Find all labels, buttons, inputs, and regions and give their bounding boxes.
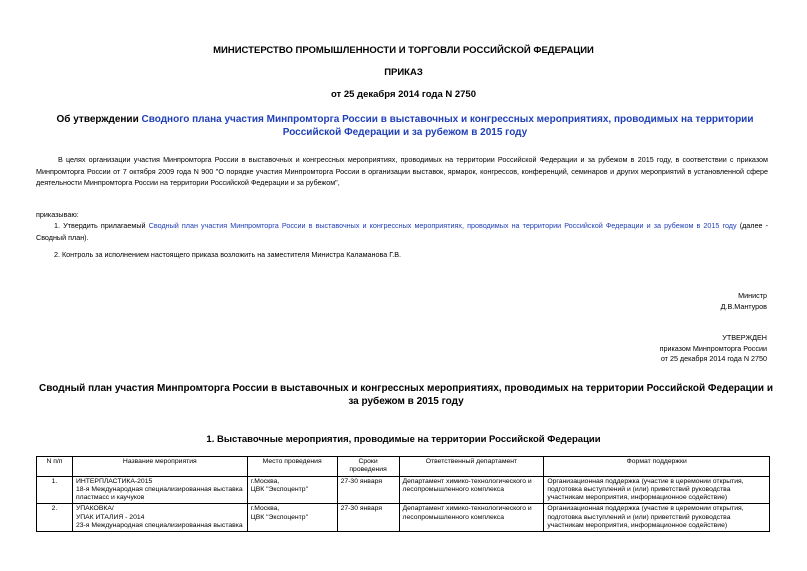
table-row bbox=[37, 476, 770, 504]
signature-name: Д.В.Мантуров bbox=[720, 301, 767, 311]
events-table bbox=[36, 456, 770, 532]
row-event-name: ИНТЕРПЛАСТИКА-2015 18-я Международная специализированная выставка пластмасс и каучуков bbox=[72, 476, 247, 504]
approved-line-2: приказом Минпромторга России bbox=[659, 343, 767, 353]
row-place: г.Москва, ЦВК "Экспоцентр" bbox=[247, 476, 337, 504]
order-title-link[interactable]: Сводного плана участия Минпромторга России в выставочных и конгрессных мероприятиях, проводимых на территории Российской Федерации и за рубежом в 2015 году bbox=[141, 114, 754, 138]
order-title-prefix: Об утверждении bbox=[56, 114, 142, 125]
item1-link[interactable]: Сводный план участия Минпромторга России в выставочных и конгрессных мероприятиях, проводимых на территории Российской Федерации и за рубежом в 2015 году bbox=[148, 221, 737, 230]
section-title: 1. Выставочные мероприятия, проводимые на территории Российской Федерации bbox=[206, 434, 601, 445]
document-type: ПРИКАЗ bbox=[384, 67, 423, 78]
signature-block bbox=[721, 291, 767, 312]
header-department: Ответственный департамент bbox=[399, 457, 544, 477]
row-department: Департамент химико-технологического и лесопромышленного комплекса bbox=[399, 504, 544, 532]
row-event-name: УПАКОВКА/ УПАК ИТАЛИЯ - 2014 23-я Международная специализированная выставка bbox=[72, 504, 247, 532]
header-support-format: Формат поддержки bbox=[544, 457, 770, 477]
row-dates: 27-30 января bbox=[337, 476, 399, 504]
plan-title: Сводный план участия Минпромторга России в выставочных и конгрессных мероприятиях, проводимых на территории Российской Федерации и за рубежом в 2015 году bbox=[39, 383, 773, 407]
header-dates: Сроки проведения bbox=[337, 457, 399, 477]
row-number: 2. bbox=[37, 504, 73, 532]
row-dates: 27-30 января bbox=[337, 504, 399, 532]
order-item-2: 2. Контроль за исполнением настоящего приказа возложить на заместителя Министра Каламанова Г.В. bbox=[54, 250, 402, 259]
header-number: N п/п bbox=[37, 457, 73, 477]
approval-stamp bbox=[660, 333, 767, 365]
order-title bbox=[40, 113, 770, 139]
item1-prefix: 1. Утвердить прилагаемый bbox=[54, 221, 149, 230]
row-number: 1. bbox=[37, 476, 73, 504]
header-event-name: Название мероприятия bbox=[72, 457, 247, 477]
approved-line-1: УТВЕРЖДЕН bbox=[722, 333, 767, 342]
row-support-format: Организационная поддержка (участие в церемонии открытия, подготовка выступлений и (или) приветствий руководства участникам мероприятия, информационное содействие) bbox=[544, 476, 770, 504]
preamble-paragraph: В целях организации участия Минпромторга России в выставочных и конгрессных мероприятиях, проводимых на территории Российской Федерации и за рубежом в 2015 году, в соответствии с приказом Минпромторга России от 7 октября 2009 года N 900 "О порядке участия Минпромторга России в организации выставок, ярмарок, конгрессов, конференций, семинаров и других мероприятий в установленной сфере деятельности Минпромторга России на территории Российской Федерации и за рубежом", bbox=[36, 155, 768, 187]
table-header-row bbox=[37, 457, 770, 477]
row-support-format: Организационная поддержка (участие в церемонии открытия, подготовка выступлений и (или) приветствий руководства участникам мероприятия, информационное содействие) bbox=[544, 504, 770, 532]
signature-position: Министр bbox=[738, 291, 767, 300]
order-item-1 bbox=[36, 220, 768, 243]
document-date: от 25 декабря 2014 года N 2750 bbox=[330, 89, 476, 100]
ministry-name: МИНИСТЕРСТВО ПРОМЫШЛЕННОСТИ И ТОРГОВЛИ РОССИЙСКОЙ ФЕДЕРАЦИИ bbox=[213, 45, 594, 56]
item1-suffix: (далее - Сводный план). bbox=[36, 221, 768, 242]
order-word: приказываю: bbox=[36, 210, 79, 219]
table-row bbox=[37, 504, 770, 532]
header-place: Место проведения bbox=[247, 457, 337, 477]
row-department: Департамент химико-технологического и лесопромышленного комплекса bbox=[399, 476, 544, 504]
row-place: г.Москва, ЦВК "Экспоцентр" bbox=[247, 504, 337, 532]
approved-line-3: от 25 декабря 2014 года N 2750 bbox=[660, 354, 767, 363]
